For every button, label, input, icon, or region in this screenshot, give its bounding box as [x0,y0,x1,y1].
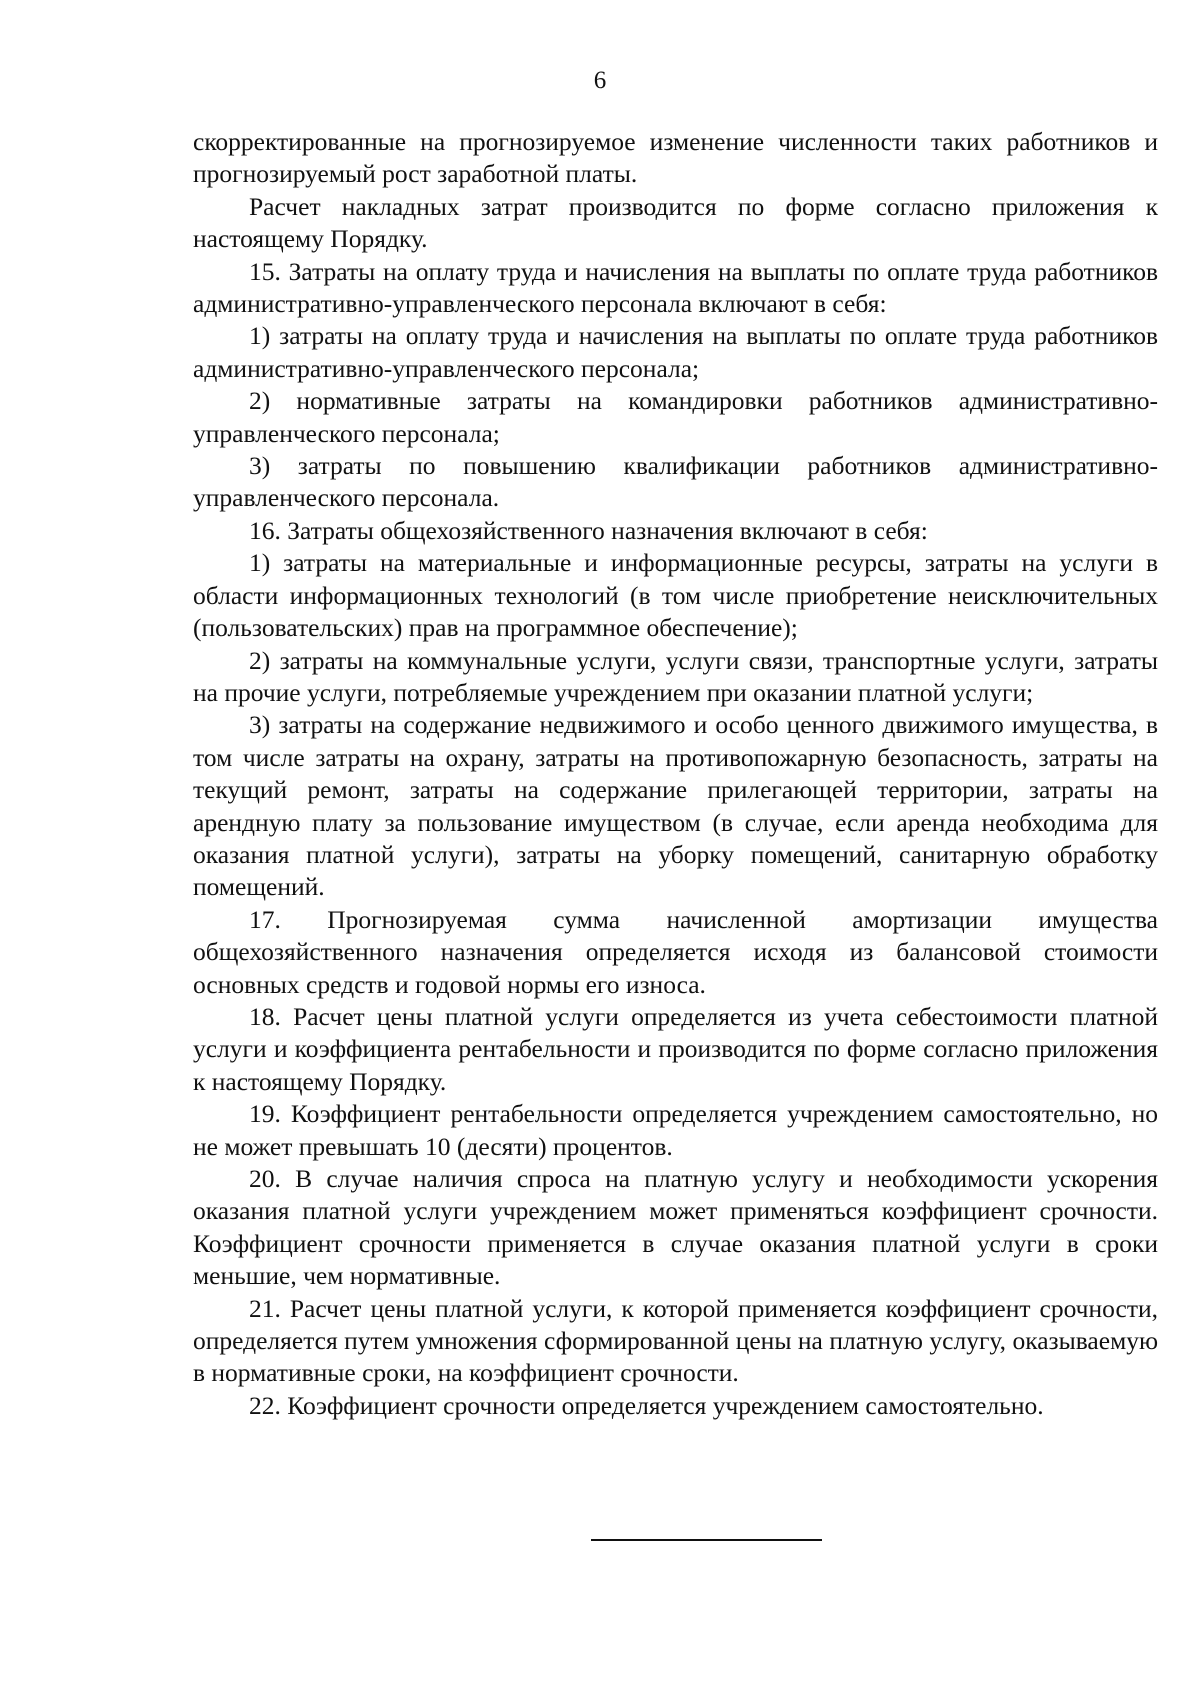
paragraph-15-item-2: 2) нормативные затраты на командировки работников административно-управленческого персонала; [193,386,1158,448]
paragraph-19: 19. Коэффициент рентабельности определяется учреждением самостоятельно, но не может превышать 10 (десяти) процентов. [193,1099,1158,1161]
paragraph-16: 16. Затраты общехозяйственного назначения включают в себя: [249,515,928,545]
paragraph-15: 15. Затраты на оплату труда и начисления на выплаты по оплате труда работников административно-управленческого персонала включают в себя: [193,256,1158,319]
paragraph-15-item-3: 3) затраты по повышению квалификации работников административно-управленческого персонала. [193,451,1158,513]
paragraph-21: 21. Расчет цены платной услуги, к которой применяется коэффициент срочности, определяется путем умножения сформированной цены на платную услугу, оказываемую в нормативные сроки, на коэффициент срочности. [193,1293,1158,1388]
document-body [193,126,1158,1422]
end-of-text-rule [591,1539,822,1541]
paragraph-18: 18. Расчет цены платной услуги определяется из учета себестоимости платной услуги и коэффициента рентабельности и производится по форме согласно приложения к настоящему Порядку. [193,1001,1158,1096]
paragraph-20: 20. В случае наличия спроса на платную услугу и необходимости ускорения оказания платной услуги учреждением может применяться коэффициент срочности. Коэффициент срочности применяется в случае оказания платной услуги в сроки меньшие, чем нормативные. [193,1164,1158,1291]
page-number: 6 [593,67,607,94]
paragraph-continuation: скорректированные на прогнозируемое изменение численности таких работников и прогнозируемый рост заработной платы. [193,127,1158,189]
paragraph-16-item-2: 2) затраты на коммунальные услуги, услуги связи, транспортные услуги, затраты на прочие услуги, потребляемые учреждением при оказании платной услуги; [193,645,1158,707]
paragraph-16-item-3: 3) затраты на содержание недвижимого и особо ценного движимого имущества, в том числе затраты на охрану, затраты на противопожарную безопасность, затраты на текущий ремонт, затраты на содержание прилегающей территории, затраты на арендную плату за пользование имуществом (в случае, если аренда необходима для оказания платной услуги), затраты на уборку помещений, санитарную обработку помещений. [193,710,1158,902]
paragraph-16-item-1: 1) затраты на материальные и информационные ресурсы, затраты на услуги в области информационных технологий (в том числе приобретение неисключительных (пользовательских) прав на программное обеспечение); [193,548,1158,643]
paragraph-22: 22. Коэффициент срочности определяется учреждением самостоятельно. [249,1390,1044,1420]
paragraph-15-item-1: 1) затраты на оплату труда и начисления на выплаты по оплате труда работников административно-управленческого персонала; [193,321,1158,383]
paragraph-17: 17. Прогнозируемая сумма начисленной амортизации имущества общехозяйственного назначения определяется исходя из балансовой стоимости основных средств и годовой нормы его износа. [193,904,1158,999]
paragraph-overhead-calculation: Расчет накладных затрат производится по форме согласно приложения к настоящему Порядку. [193,191,1158,254]
